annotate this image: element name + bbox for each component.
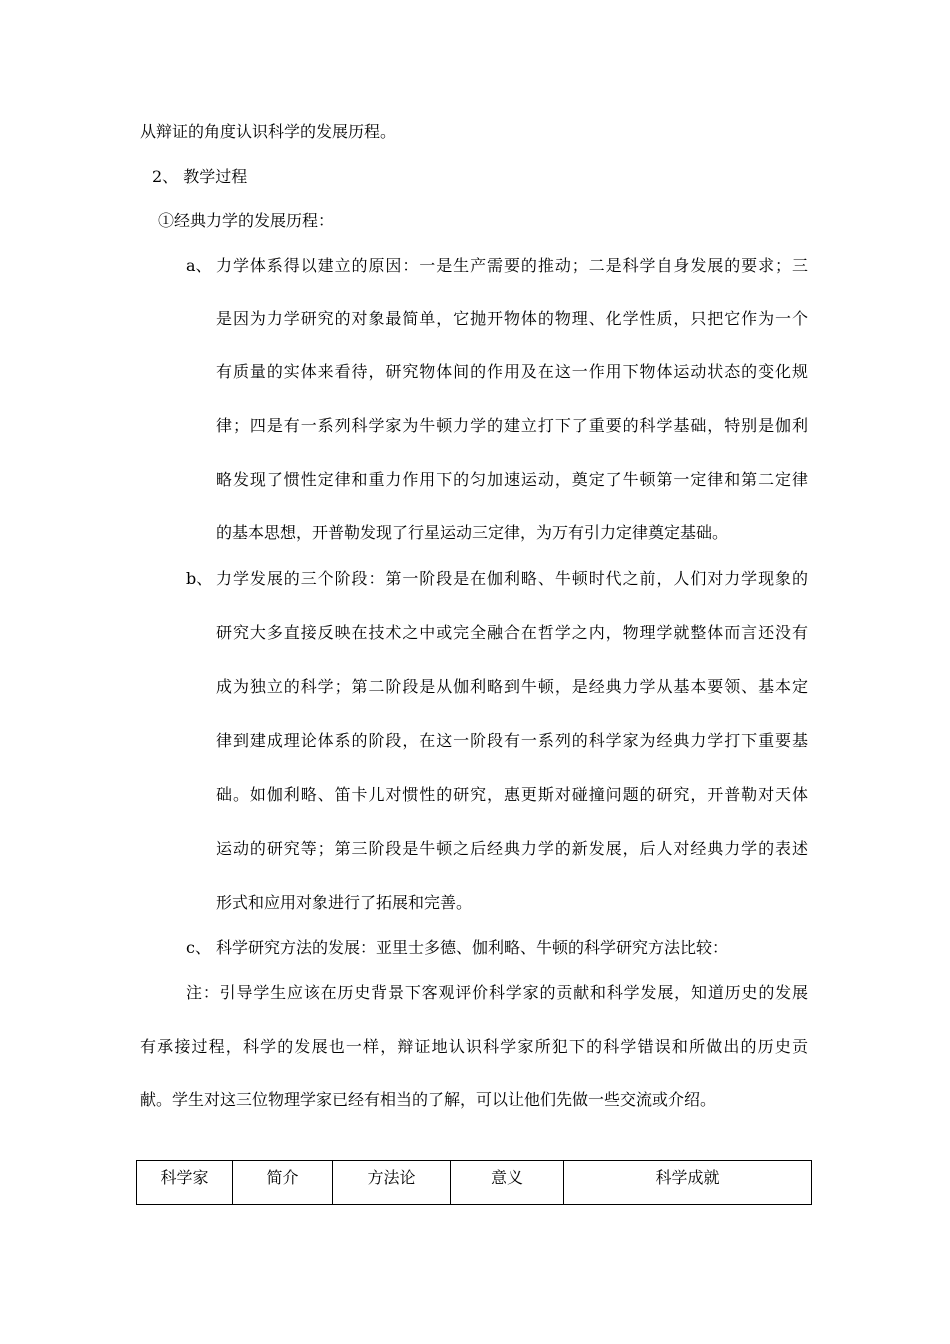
item-a-line: 律；四是有一系列科学家为牛顿力学的建立打下了重要的科学基础，特别是伽利 [216, 416, 808, 435]
section-heading: 2、 教学过程 [152, 167, 248, 186]
item-a-line: 是因为力学研究的对象最简单，它抛开物体的物理、化学性质，只把它作为一个 [216, 309, 808, 328]
item-a-line: 的基本思想，开普勒发现了行星运动三定律，为万有引力定律奠定基础。 [216, 523, 729, 542]
item-b-line: 运动的研究等；第三阶段是牛顿之后经典力学的新发展，后人对经典力学的表述 [216, 839, 808, 858]
item-a-line: 有质量的实体来看待，研究物体间的作用及在这一作用下物体运动状态的变化规 [216, 362, 808, 381]
item-c-label: c、 [186, 938, 211, 957]
scientist-comparison-table [136, 1160, 812, 1205]
item-a-label: a、 [186, 256, 212, 275]
item-b-line: 础。如伽利略、笛卡儿对惯性的研究，惠更斯对碰撞问题的研究，开普勒对天体 [216, 785, 808, 804]
item-b-line: 律到建成理论体系的阶段，在这一阶段有一系列的科学家为经典力学打下重要基 [216, 731, 808, 750]
item-b-line: 力学发展的三个阶段：第一阶段是在伽利略、牛顿时代之前，人们对力学现象的 [216, 569, 808, 588]
item-b-line: 形式和应用对象进行了拓展和完善。 [216, 893, 473, 912]
intro-line: 从辩证的角度认识科学的发展历程。 [140, 122, 397, 141]
table-header-cell: 意义 [451, 1161, 564, 1205]
note-line: 注：引导学生应该在历史背景下客观评价科学家的贡献和科学发展，知道历史的发展 [186, 983, 808, 1002]
item-b-line: 成为独立的科学；第二阶段是从伽利略到牛顿，是经典力学从基本要领、基本定 [216, 677, 808, 696]
table-header-cell: 科学家 [137, 1161, 233, 1205]
item-b-line: 研究大多直接反映在技术之中或完全融合在哲学之内，物理学就整体而言还没有 [216, 623, 808, 642]
item-a-line: 略发现了惯性定律和重力作用下的匀加速运动，奠定了牛顿第一定律和第二定律 [216, 470, 808, 489]
subsection-heading: ①经典力学的发展历程： [158, 211, 335, 230]
item-b-label: b、 [186, 569, 213, 588]
table-header-cell: 简介 [233, 1161, 333, 1205]
item-a-line: 力学体系得以建立的原因：一是生产需要的推动；二是科学自身发展的要求；三 [216, 256, 808, 275]
note-line: 有承接过程，科学的发展也一样，辩证地认识科学家所犯下的科学错误和所做出的历史贡 [140, 1037, 808, 1056]
table-header-cell: 科学成就 [564, 1161, 812, 1205]
table-header-cell: 方法论 [333, 1161, 451, 1205]
item-c-text: 科学研究方法的发展：亚里士多德、伽利略、牛顿的科学研究方法比较： [216, 938, 729, 957]
note-line: 献。学生对这三位物理学家已经有相当的了解，可以让他们先做一些交流或介绍。 [140, 1090, 717, 1109]
table-header-row [137, 1161, 812, 1205]
